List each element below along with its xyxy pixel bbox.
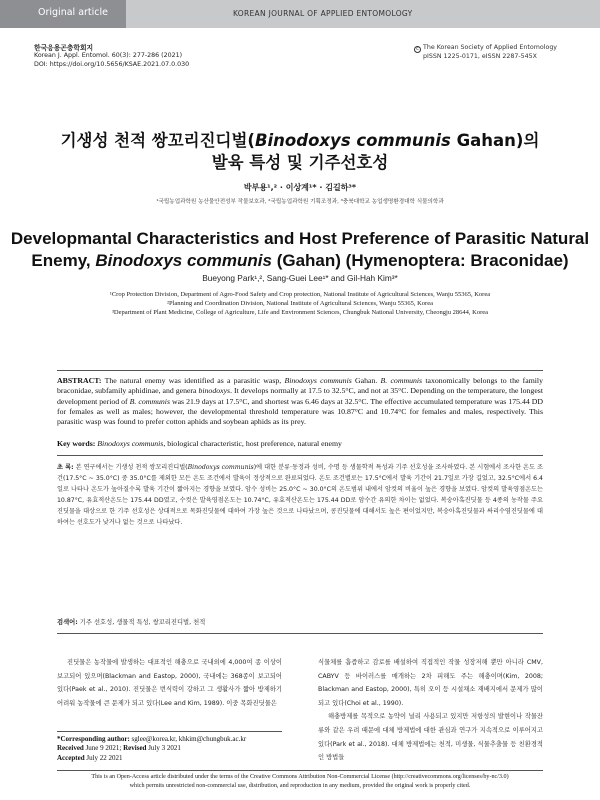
citation-block [34,44,189,69]
journal-banner: KOREAN JOURNAL OF APPLIED ENTOMOLOGY [233,9,413,18]
body-paragraph: 해충방제를 목적으로 농약이 널리 사용되고 있지만 저항성의 발현이나 작물잔류와 같은 우려 때문에 대체 방제법에 대한 관심과 연구가 지속적으로 이루어지고 있다(Park et al., 2018). 대체 방제법에는 천적, 미생물, 식물추출물 등 친환경적인 방법들 [318,713,543,762]
copyright-icon: c [414,46,421,53]
body-right-column [318,656,543,765]
body-left-column [57,656,282,710]
english-title: Developmantal Characteristics and Host Preference of Parasitic Natural Enemy, Binodoxys communis (Gahan) (Hymenoptera: Braconidae) [10,229,590,270]
abstract-top-rule [57,370,543,371]
korean-abstract-rule [57,455,543,456]
english-keywords: Key words: Binodoxys communis, biological characteristic, host preference, natural enemy [57,439,342,448]
korean-authors: 박부용¹,² · 이상계¹* · 김길하³* [243,183,357,192]
journal-name-ko: 한국응용곤충학회지 [34,44,94,52]
issn: pISSN 1225-0171, eISSN 2287-545X [423,53,537,60]
abstract-bottom-rule [57,633,543,634]
section-label: Original article [38,7,108,18]
body-paragraph: 식물체를 흡즙하고 감로를 배설하여 직접적인 작물 성장저해 뿐만 아니라 CMV, CABYV 등 바이러스를 매개하는 2차 피해도 주는 해충이며(Kim, 2008; Blackman and Eastop, 2000), 특히 오이 등 시설채소 재배지에서 문제가 많이 되고 있다(Choi et al., 1990). [318,659,543,707]
korean-title: 기생성 천적 쌍꼬리진디벌(Binodoxys communis Gahan)의 발육 특성 및 기주선호성 [60,131,540,172]
copyright-block [414,44,564,61]
top-banner [0,0,600,28]
korean-keywords: 검색어: 기주 선호성, 생물적 특성, 쌍꼬리진디벌, 천적 [57,619,206,626]
korean-abstract: 초 록: 본 연구에서는 기생성 천적 쌍꼬리진디벌(Binodoxys communis)에 대한 분류·동정과 성비, 수명 등 생물학적 특성과 기주 선호성을 조사하였다. 본 시험에서 조사한 온도 조건(17.5°C ~ 35.0°C) 중 35.0°C를 제외한 모든 온도 조건에서 발육이 정상적으로 완료되었다. 온도 조건별로는 17.5°C에서 발육 기간이 21.7일로 가장 길었고, 32.5°C에서 6.4일로 나타나 온도가 높아질수록 발육 기간이 짧아지는 경향을 보였다. 암수 성비는 25.0°C ~ 30.0°C의 온도범위 내에서 암컷의 비율이 높은 경향을 보였다. 암컷의 발육영점온도는 10.87°C, 유효적산온도는 175.44 DD였고, 수컷은 발육영점온도는 10.74°C, 유효적산온도는 175.44 DD로 암수간 유의한 차이는 없었다. 복숭아혹진딧물 등 4종의 농작물 주요 진딧물을 대상으로 한 기주 선호성은 상대적으로 목화진딧물에 대하여 가장 높은 것으로 나타났으며, 콩진딧물에 대해서도 높은 편이었지만, 복숭아혹진딧물과 싸리수염진딧물에 대하여는 선호도가 낮거나 없는 것으로 나타났다. [57,464,543,527]
english-affiliations: ¹Crop Protection Division, Department of Agro-Food Safety and Crop protection, National Institute of Agricultural Sciences, Wanju 55365, Korea ²Planning and Coordination Division, National Institute of Agricultural Sciences, Wanju 55365, Korea ³Department of Plant Medicine, College of Agriculture, Life and Environment Sciences, Chungbuk National University, Cheongju 28644, Korea [109,291,491,316]
english-authors: Bueyong Park¹,², Sang-Guei Lee¹* and Gil-Hah Kim³* [202,273,398,283]
doi-link[interactable]: DOI: https://doi.org/10.5656/KSAE.2021.07.0.030 [34,60,190,68]
english-abstract: ABSTRACT: The natural enemy was identified as a parasitic wasp, Binodoxys communis Gahan. B. communis taxonomically belongs to the family braconidae, subfamily aphidinae, and genera binodoxys. It develops normally at 17.5 to 32.5°C, and not at 35°C. Depending on the temperature, the longest development period of B. communis was 21.9 days at 17.5°C, and shortest was 6.46 days at 32.5°C. The effective accumulated temperature was 175.44 DD for females as well as males; however, the developmental threshold temperature was 10.87°C and 10.74°C for females and males, respectively. This parasitic wasp was found to prefer cotton aphids and soybean aphids as its prey. [57,376,544,427]
section-tab [0,0,126,28]
author-emails[interactable]: sglee@korea.kr, khkim@chungbuk.ac.kr [129,735,247,743]
body-paragraph: 진딧물은 농작물에 발생하는 대표적인 해충으로 국내외에 4,000여 종 이상이 보고되어 있으며(Blackman and Eastop, 2000), 국내에는 368종이 보고되어 있다(Paek et al., 2010). 진딧물은 번식력이 강하고 그 생활사가 짧아 방제하기 어려워 농작물에 큰 문제가 되고 있다(Lee and Kim, 1989). 이중 목화진딧물은 [57,659,282,707]
copyright-text: The Korean Society of Applied Entomology [423,44,558,51]
license-footer: This is an Open-Access article distributed under the terms of the Creative Commons Attribution Non-Commercial License (http://creativecommons.org/licenses/by-nc/3.0) which permits unrestricted non-commercial use, distribution, and reproduction in any medium, provided the original work is properly cited. [57,770,543,792]
citation: Korean J. Appl. Entomol. 60(3): 277-286 (2021) [34,52,183,60]
korean-affiliations: ¹국립농업과학원 농산물안전성부 작물보호과, ²국립농업과학원 기획조정과, ³충북대학교 농업생명환경대학 식물의학과 [156,199,444,205]
correspondence-block: *Corresponding author: sglee@korea.kr, khkim@chungbuk.ac.kr Received June 9 2021; Revised July 3 2021 Accepted July 22 2021 [57,731,282,763]
